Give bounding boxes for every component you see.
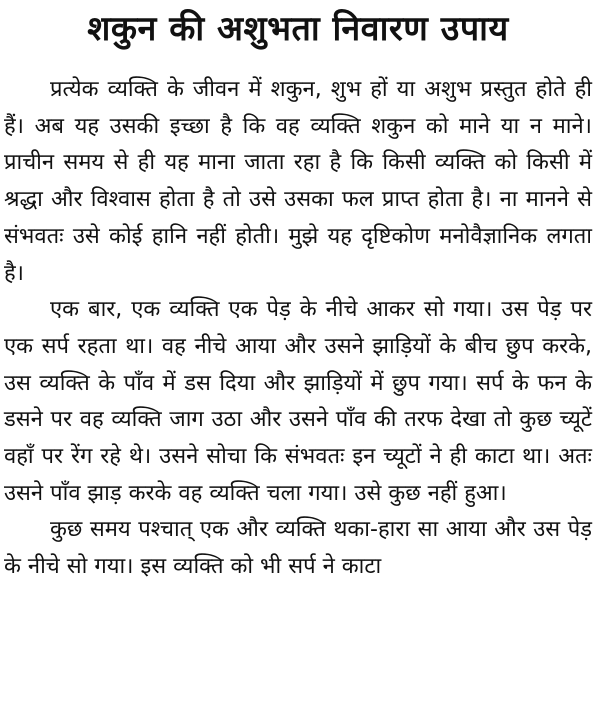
paragraph-3: कुछ समय पश्चात् एक और व्यक्ति थका-हारा सा आया और उस पेड़ के नीचे सो गया। इस व्यक्ति को भी सर्प ने काटा — [4, 517, 592, 580]
paragraph-1: प्रत्येक व्यक्ति के जीवन में शकुन, शुभ हों या अशुभ प्रस्तुत होते ही हैं। अब यह उसकी इच्छा है कि वह व्यक्ति शकुन को माने या न माने। प्राचीन समय से ही यह माना जाता रहा है कि किसी व्यक्ति को किसी में श्रद्धा और विश्वास होता है तो उसे उसका फल प्राप्त होता है। ना मानने से संभवतः उसे कोई हानि नहीं होती। मुझे यह दृष्टिकोण मनोवैज्ञानिक लगता है। — [4, 77, 592, 286]
body-text — [4, 72, 592, 586]
page-title: शकुन की अशुभता निवारण उपाय — [87, 9, 509, 49]
paragraph-2: एक बार, एक व्यक्ति एक पेड़ के नीचे आकर सो गया। उस पेड़ पर एक सर्प रहता था। वह नीचे आया और उसने झाड़ियों के बीच छुप करके, उस व्यक्ति के पाँव में डस दिया और झाड़ियों में छुप गया। सर्प के फन के डसने पर वह व्यक्ति जाग उठा और उसने पाँव की तरफ देखा तो कुछ च्यूटें वहाँ पर रेंग रहे थे। उसने सोचा कि संभवतः इन च्यूटों ने ही काटा था। अतः उसने पाँव झाड़ करके वह व्यक्ति चला गया। उसे कुछ नहीं हुआ। — [4, 297, 592, 506]
